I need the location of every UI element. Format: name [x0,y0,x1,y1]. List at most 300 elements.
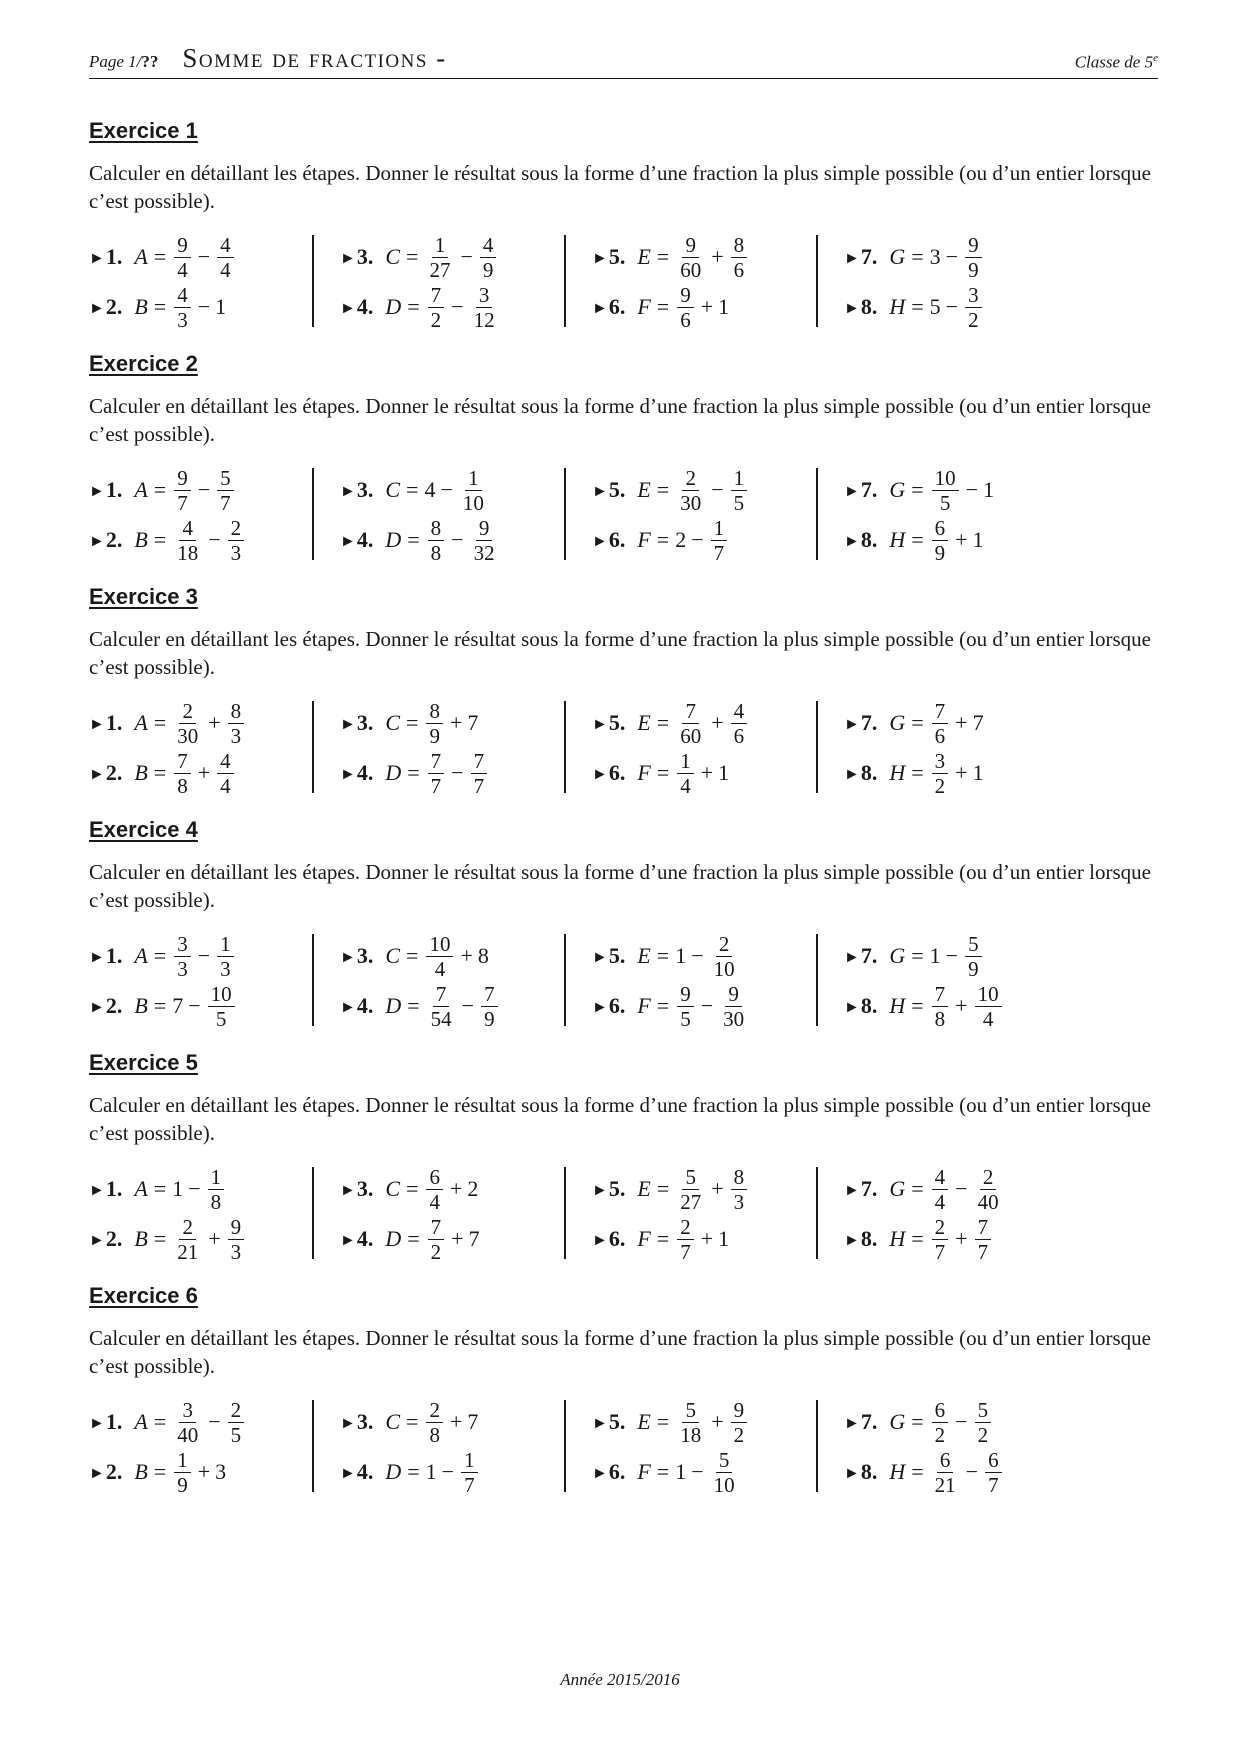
equals-sign: = [911,527,924,552]
exercise-item [844,1448,1004,1496]
fraction [731,1399,748,1446]
equals-sign: = [407,294,420,319]
operator: + [460,943,473,968]
exercise-section [89,817,1158,1031]
triangle-bullet-icon: ► [844,766,860,783]
numerator: 8 [731,1166,748,1190]
fraction [975,1216,992,1263]
fraction [208,1166,225,1213]
numerator: 10 [932,467,959,491]
numerator: 9 [731,1399,748,1423]
integer-term: 1 [718,294,730,319]
item-variable: F [637,760,651,785]
item-number: 7. [860,1409,878,1434]
fraction [932,1399,949,1446]
numerator: 3 [476,284,493,308]
column-separator [816,701,818,793]
item-number: 4. [356,1226,374,1251]
item-variable: D [385,760,402,785]
exercise-title: Exercice 2 [89,351,198,376]
operator: + [700,294,714,319]
equals-sign: = [153,1459,167,1484]
triangle-bullet-icon: ► [340,949,356,966]
column-separator [816,468,818,560]
numerator: 8 [731,234,748,258]
exercise-instruction: Calculer en détaillant les étapes. Donner le résultat sous la forme d’une fraction la plus simple possible (ou d’un entier lorsque c’est possible). [89,161,1151,213]
exercise-section [89,1283,1158,1497]
fraction [471,517,498,564]
document-title: Somme de fractions - [182,43,447,73]
triangle-bullet-icon: ► [592,250,608,267]
operator: + [449,710,463,735]
numerator: 7 [481,983,498,1007]
numerator: 1 [208,1166,225,1190]
exercise-items [89,1397,1158,1497]
fraction [731,234,748,281]
triangle-bullet-icon: ► [89,1415,105,1432]
operator: + [711,1409,724,1434]
denominator: 9 [429,723,440,748]
operator: − [965,1459,979,1484]
numerator: 5 [217,467,234,491]
item-label [340,943,373,969]
fraction [460,467,487,514]
item-variable: B [134,760,148,785]
denominator: 2 [733,1422,745,1447]
item-number: 8. [860,1226,878,1251]
operator: + [955,527,968,552]
operator: − [461,993,475,1018]
denominator: 7 [464,1472,475,1497]
item-label [592,1459,625,1485]
exercise-title: Exercice 1 [89,118,198,143]
equals-sign: = [656,760,670,785]
operator: + [711,244,724,269]
fraction [965,284,982,331]
item-number: 6. [608,1459,626,1484]
fraction [932,750,949,797]
integer-term: 1 [972,760,984,785]
exercise-item [844,1398,993,1446]
item-label [89,1459,122,1485]
exercise-item [340,1215,480,1263]
item-number: 2. [105,1226,123,1251]
triangle-bullet-icon: ► [592,716,608,733]
item-variable: H [889,527,906,552]
exercise-item [340,233,498,281]
operator: − [188,1176,201,1201]
fraction [428,750,445,797]
exercise-item [844,982,1004,1030]
integer-term: 5 [929,294,941,319]
fraction [471,284,498,331]
denominator: 7 [177,490,188,515]
item-label [89,477,122,503]
exercise-item [592,466,749,514]
numerator: 7 [428,284,445,308]
fraction [731,700,748,747]
exercise-item [592,1165,749,1213]
fraction [174,1399,201,1446]
exercise-item [340,1165,478,1213]
item-variable: E [637,244,651,269]
exercise-title: Exercice 6 [89,1283,198,1308]
denominator: 21 [177,1239,199,1264]
item-label [592,527,625,553]
numerator: 10 [208,983,235,1007]
numerator: 1 [217,933,234,957]
triangle-bullet-icon: ► [89,1182,105,1199]
equals-sign: = [407,1459,420,1484]
triangle-bullet-icon: ► [340,533,356,550]
item-variable: A [134,244,148,269]
denominator: 2 [968,307,979,332]
operator: − [208,1409,221,1434]
fraction [174,284,191,331]
exercise-items [89,232,1158,332]
item-number: 7. [860,943,878,968]
numerator: 9 [725,983,742,1007]
fraction [677,983,694,1030]
item-label [844,1226,877,1252]
item-number: 6. [608,527,626,552]
triangle-bullet-icon: ► [844,1465,860,1482]
item-number: 6. [608,1226,626,1251]
column-separator [564,235,566,327]
exercise-item [844,1165,1004,1213]
item-label [844,477,877,503]
operator: − [441,1459,455,1484]
denominator: 2 [430,307,442,332]
triangle-bullet-icon: ► [340,1182,356,1199]
equals-sign: = [153,760,167,785]
numerator: 9 [965,234,982,258]
fraction [174,467,191,514]
item-variable: B [134,294,148,319]
item-number: 7. [860,477,878,502]
numerator: 1 [432,234,449,258]
item-variable: B [134,527,148,552]
numerator: 6 [937,1449,954,1473]
item-variable: H [889,1226,906,1251]
item-variable: B [134,993,148,1018]
denominator: 8 [429,1422,440,1447]
triangle-bullet-icon: ► [592,300,608,317]
fraction [932,1216,949,1263]
fraction [174,517,201,564]
triangle-bullet-icon: ► [844,250,860,267]
fraction [217,933,234,980]
exercise-items [89,465,1158,565]
item-number: 1. [105,244,123,269]
equals-sign: = [911,294,924,319]
item-number: 4. [356,527,374,552]
item-label [592,993,625,1019]
fraction [426,1399,443,1446]
item-variable: G [889,477,906,502]
item-number: 8. [860,294,878,319]
triangle-bullet-icon: ► [89,300,105,317]
item-label [844,1176,877,1202]
equals-sign: = [153,244,167,269]
denominator: 54 [430,1006,452,1031]
operator: + [955,993,968,1018]
exercise-item [844,699,984,747]
denominator: 30 [177,723,199,748]
fraction [471,750,488,797]
exercise-item [89,466,236,514]
operator: − [945,294,959,319]
fraction [965,234,982,281]
page-number-label: Page 1/ [89,52,142,71]
numerator: 4 [217,750,234,774]
item-number: 5. [608,477,626,502]
item-label [340,1459,373,1485]
fraction [461,1449,478,1496]
numerator: 1 [731,467,748,491]
denominator: 12 [473,307,495,332]
numerator: 1 [677,750,694,774]
exercise-section [89,1050,1158,1264]
numerator: 1 [174,1449,191,1473]
item-number: 3. [356,943,374,968]
column-separator [816,1167,818,1259]
fraction [932,1166,949,1213]
equals-sign: = [911,1459,924,1484]
item-number: 5. [608,943,626,968]
item-variable: H [889,760,906,785]
item-variable: G [889,244,906,269]
item-label [592,477,625,503]
denominator: 3 [177,307,188,332]
numerator: 2 [677,1216,694,1240]
operator: + [208,710,221,735]
numerator: 5 [682,1399,699,1423]
item-variable: F [637,1226,651,1251]
item-number: 8. [860,993,878,1018]
item-number: 4. [356,993,374,1018]
column-separator [312,701,314,793]
column-separator [564,468,566,560]
integer-term: 3 [929,244,941,269]
numerator: 4 [217,234,234,258]
item-variable: G [889,1409,906,1434]
denominator: 60 [680,723,702,748]
numerator: 9 [677,983,694,1007]
item-variable: G [889,943,906,968]
exercise-item [89,283,226,331]
equals-sign: = [406,1409,419,1434]
exercise-item [340,1398,478,1446]
denominator: 7 [988,1472,999,1497]
column-separator [564,1400,566,1492]
denominator: 9 [968,257,979,282]
triangle-bullet-icon: ► [340,300,356,317]
exercise-item [592,1398,749,1446]
integer-term: 1 [425,1459,437,1484]
fraction [975,1399,992,1446]
denominator: 9 [968,956,979,981]
column-separator [564,934,566,1026]
item-label [89,993,122,1019]
item-label [340,710,373,736]
item-number: 7. [860,244,878,269]
item-label [592,1409,625,1435]
fraction [731,1166,748,1213]
operator: + [955,1226,968,1251]
operator: − [451,527,464,552]
item-number: 6. [608,294,626,319]
fraction [428,284,445,331]
denominator: 5 [230,1422,242,1447]
item-variable: C [385,244,401,269]
numerator: 2 [228,1399,245,1423]
exercise-title: Exercice 3 [89,584,198,609]
item-label [340,477,373,503]
item-variable: D [385,294,402,319]
denominator: 6 [680,307,691,332]
operator: + [955,760,968,785]
numerator: 5 [682,1166,699,1190]
numerator: 8 [428,517,445,541]
triangle-bullet-icon: ► [340,250,356,267]
item-number: 5. [608,710,626,735]
triangle-bullet-icon: ► [89,1465,105,1482]
exercise-item [844,516,984,564]
numerator: 9 [174,234,191,258]
item-variable: A [134,943,148,968]
fraction [228,700,245,747]
operator: − [188,993,201,1018]
item-label [89,760,122,786]
numerator: 4 [932,1166,949,1190]
exercise-item [340,982,500,1030]
numerator: 5 [965,933,982,957]
operator: − [955,1409,968,1434]
denominator: 27 [680,1189,702,1214]
operator: − [691,1459,704,1484]
item-label [844,943,877,969]
equals-sign: = [656,1176,670,1201]
operator: − [691,527,704,552]
triangle-bullet-icon: ► [340,483,356,500]
exercise-item [844,932,984,980]
denominator: 30 [680,490,702,515]
item-variable: H [889,294,906,319]
equals-sign: = [911,710,924,735]
denominator: 40 [177,1422,199,1447]
item-number: 3. [356,1409,374,1434]
numerator: 2 [980,1166,997,1190]
numerator: 10 [426,933,453,957]
item-label [844,527,877,553]
class-label-sup: e [1153,52,1158,65]
item-variable: F [637,993,651,1018]
item-variable: A [134,710,148,735]
item-number: 1. [105,943,123,968]
equals-sign: = [656,477,670,502]
equals-sign: = [407,760,420,785]
denominator: 2 [977,1422,989,1447]
equals-sign: = [153,993,167,1018]
denominator: 2 [934,773,946,798]
item-variable: E [637,1176,651,1201]
denominator: 18 [177,540,199,565]
numerator: 2 [228,517,245,541]
denominator: 8 [934,1006,946,1031]
item-variable: D [385,1459,402,1484]
equals-sign: = [656,1459,670,1484]
denominator: 4 [429,1189,440,1214]
numerator: 7 [682,700,699,724]
denominator: 3 [230,723,242,748]
item-label [89,943,122,969]
exercise-item [340,932,489,980]
triangle-bullet-icon: ► [89,250,105,267]
exercise-item [592,982,749,1030]
integer-term: 7 [172,993,184,1018]
triangle-bullet-icon: ► [340,1415,356,1432]
equals-sign: = [407,993,420,1018]
item-variable: E [637,1409,651,1434]
item-variable: F [637,1459,651,1484]
equals-sign: = [153,943,167,968]
denominator: 7 [220,490,231,515]
column-separator [312,934,314,1026]
item-number: 3. [356,1176,374,1201]
denominator: 9 [177,1472,188,1497]
triangle-bullet-icon: ► [340,766,356,783]
item-number: 4. [356,294,374,319]
denominator: 8 [210,1189,222,1214]
denominator: 4 [177,257,188,282]
denominator: 3 [230,540,242,565]
integer-term: 1 [718,760,730,785]
integer-term: 2 [675,527,687,552]
equals-sign: = [406,477,419,502]
numerator: 9 [174,467,191,491]
exercise-item [89,1215,246,1263]
operator: + [449,1409,463,1434]
exercise-section [89,584,1158,798]
denominator: 7 [680,1239,691,1264]
numerator: 1 [465,467,482,491]
item-label [89,1176,122,1202]
fraction [711,933,738,980]
integer-term: 4 [424,477,436,502]
denominator: 7 [934,1239,946,1264]
triangle-bullet-icon: ► [844,483,860,500]
denominator: 3 [230,1239,242,1264]
numerator: 1 [461,1449,478,1473]
numerator: 6 [932,1399,949,1423]
item-label [592,1226,625,1252]
equals-sign: = [911,244,924,269]
equals-sign: = [407,1226,420,1251]
numerator: 6 [932,517,949,541]
equals-sign: = [656,244,670,269]
exercise-item [844,1215,993,1263]
triangle-bullet-icon: ► [340,999,356,1016]
fraction [975,1166,1002,1213]
item-number: 1. [105,1409,123,1434]
exercise-items [89,698,1158,798]
numerator: 3 [174,933,191,957]
fraction [426,933,453,980]
triangle-bullet-icon: ► [340,1465,356,1482]
denominator: 10 [462,490,484,515]
exercise-item [89,699,246,747]
